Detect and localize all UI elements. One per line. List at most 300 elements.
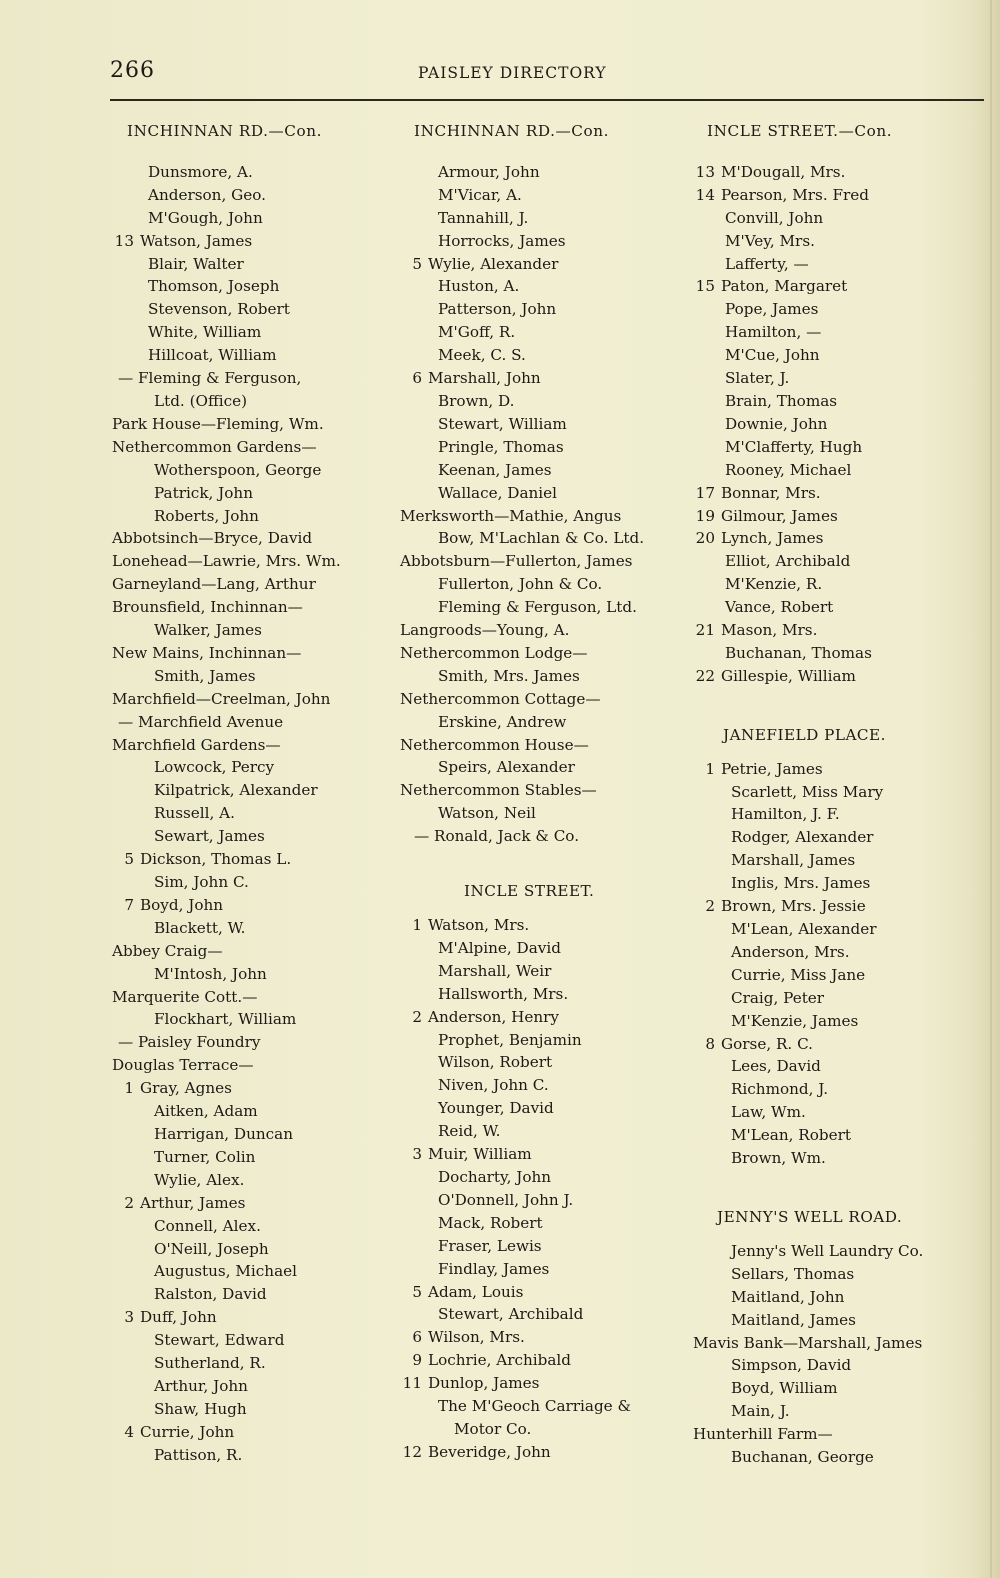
entry-name: — Paisley Foundry: [118, 1033, 261, 1052]
directory-entry: [112, 1077, 397, 1100]
directory-entry: [112, 1031, 397, 1054]
entry-name: Watson, Mrs.: [428, 916, 530, 934]
directory-entry: [112, 871, 397, 894]
entry-name: The M'Geoch Carriage &: [438, 1397, 631, 1416]
entry-name: Slater, J.: [725, 369, 790, 388]
entry-name: Merksworth—Mathie, Angus: [400, 506, 622, 525]
directory-entry: [112, 573, 397, 596]
entry-name: Stewart, Edward: [154, 1331, 285, 1350]
entry-name: Dunsmore, A.: [148, 162, 253, 181]
entry-name: Lonehead—Lawrie, Mrs. Wm.: [112, 552, 341, 571]
directory-entry: [112, 986, 397, 1009]
entry-name: Douglas Terrace—: [112, 1056, 254, 1075]
directory-entry: [693, 1354, 988, 1377]
entry-name: Arthur, James: [140, 1193, 246, 1212]
directory-entry: [693, 275, 988, 298]
directory-entry: [400, 1029, 690, 1052]
entry-name: Connell, Alex.: [154, 1216, 261, 1235]
entry-name: Marshall, Weir: [438, 961, 552, 980]
directory-entry: [112, 1329, 397, 1352]
entry-name: Bonnar, Mrs.: [721, 483, 821, 502]
directory-entry: [400, 914, 690, 937]
directory-entry: [400, 253, 690, 276]
entry-name: Maitland, John: [731, 1287, 845, 1306]
entry-name: Nethercommon House—: [400, 735, 589, 754]
section-entry-list: [693, 758, 988, 1170]
directory-entry: [693, 987, 988, 1010]
entry-name: Garneyland—Lang, Arthur: [112, 575, 316, 594]
column-heading: INCHINNAN RD.—Con.: [127, 122, 323, 140]
entry-name: Marshall, James: [731, 851, 856, 870]
entry-name: Paton, Margaret: [721, 277, 848, 296]
entry-name: Currie, John: [140, 1422, 235, 1441]
entry-name: M'Gough, John: [148, 208, 263, 227]
entry-name: Dunlop, James: [428, 1374, 540, 1393]
entry-name: Fleming & Ferguson, Ltd.: [438, 598, 637, 617]
directory-entry: [400, 275, 690, 298]
entry-name: M'Alpine, David: [438, 938, 561, 957]
entry-name: M'Lean, Alexander: [731, 920, 877, 938]
directory-entry: [112, 802, 397, 825]
directory-entry: [400, 983, 690, 1006]
house-number: 13: [695, 162, 715, 181]
entry-name: Harrigan, Duncan: [154, 1124, 293, 1143]
directory-entry: [400, 1143, 690, 1166]
directory-entry: [693, 1078, 988, 1101]
entry-name: Simpson, David: [731, 1356, 852, 1375]
entry-name: Marchfield Gardens—: [112, 735, 281, 754]
directory-entry: [112, 688, 397, 711]
directory-entry: [112, 459, 397, 482]
entry-name: Patrick, John: [154, 483, 253, 502]
entry-name: Horrocks, James: [438, 231, 566, 250]
entry-name: Richmond, J.: [731, 1080, 829, 1099]
entry-name: Hamilton, J. F.: [731, 805, 840, 824]
directory-entry: [400, 1418, 690, 1441]
entry-name: Rodger, Alexander: [731, 828, 874, 847]
entry-name: Gillespie, William: [721, 666, 856, 685]
entry-name: Nethercommon Gardens—: [112, 437, 317, 456]
directory-entry: [400, 550, 690, 573]
entry-name: Niven, John C.: [438, 1076, 549, 1095]
entry-name: Mason, Mrs.: [721, 621, 818, 640]
entry-name: Main, J.: [731, 1402, 790, 1421]
entry-name: Beveridge, John: [428, 1442, 551, 1461]
entry-name: M'Dougall, Mrs.: [721, 162, 846, 181]
entry-name: Erskine, Andrew: [438, 712, 567, 731]
directory-entry: [112, 1146, 397, 1169]
entry-name: Smith, Mrs. James: [438, 666, 580, 685]
section-heading-incle-street: INCLE STREET.: [464, 882, 595, 901]
directory-entry: [112, 482, 397, 505]
directory-entry: [693, 849, 988, 872]
directory-entry: [400, 825, 690, 848]
entry-name: Rooney, Michael: [725, 460, 852, 479]
directory-entry: [693, 1124, 988, 1147]
directory-entry: [400, 527, 690, 550]
entry-name: Marchfield—Creelman, John: [112, 689, 331, 708]
column-heading: INCHINNAN RD.—Con.: [414, 122, 610, 140]
entry-name: Wylie, Alexander: [428, 254, 559, 273]
house-number: 6: [412, 369, 422, 388]
entry-name: Adam, Louis: [428, 1282, 524, 1301]
entry-name: Walker, James: [154, 621, 262, 640]
entry-name: Petrie, James: [721, 759, 823, 778]
directory-entry: [112, 1375, 397, 1398]
directory-entry: [400, 505, 690, 528]
directory-entry: [400, 207, 690, 230]
directory-entry: [112, 779, 397, 802]
entry-list: [693, 161, 988, 688]
entry-name: Armour, John: [438, 162, 540, 181]
entry-name: Mack, Robert: [438, 1213, 543, 1232]
directory-entry: [400, 161, 690, 184]
directory-entry: [112, 1444, 397, 1467]
directory-entry: [112, 1123, 397, 1146]
entry-name: Abbey Craig—: [112, 941, 223, 960]
directory-entry: [693, 1240, 988, 1263]
directory-entry: [693, 1377, 988, 1400]
entry-name: Pearson, Mrs. Fred: [721, 185, 869, 204]
entry-name: Lochrie, Archibald: [428, 1351, 572, 1370]
entry-name: Watson, James: [140, 231, 253, 250]
directory-entry: [112, 1260, 397, 1283]
directory-entry: [112, 413, 397, 436]
house-number: 8: [705, 1034, 715, 1053]
directory-entry: [112, 207, 397, 230]
entry-name: Turner, Colin: [154, 1147, 256, 1166]
entry-name: Brown, Mrs. Jessie: [721, 897, 866, 916]
directory-entry: [112, 848, 397, 871]
directory-entry: [400, 1281, 690, 1304]
directory-entry: [693, 803, 988, 826]
directory-entry: [400, 619, 690, 642]
directory-entry: [112, 642, 397, 665]
directory-entry: [112, 1283, 397, 1306]
entry-name: M'Vicar, A.: [438, 185, 522, 204]
directory-entry: [112, 1398, 397, 1421]
entry-name: Brown, Wm.: [731, 1149, 826, 1168]
entry-name: Stevenson, Robert: [148, 300, 290, 319]
directory-entry: [400, 1372, 690, 1395]
entry-name: Abbotsburn—Fullerton, James: [400, 552, 633, 571]
entry-name: M'Clafferty, Hugh: [725, 437, 863, 456]
directory-entry: [112, 1215, 397, 1238]
entry-name: Pringle, Thomas: [438, 437, 564, 456]
entry-name: Findlay, James: [438, 1259, 550, 1278]
house-number: 2: [124, 1193, 134, 1212]
entry-name: M'Kenzie, James: [731, 1011, 859, 1030]
directory-entry: [112, 550, 397, 573]
house-number: 5: [412, 254, 422, 273]
directory-entry: [693, 596, 988, 619]
directory-entry: [693, 964, 988, 987]
directory-entry: [693, 161, 988, 184]
house-number: 13: [114, 231, 134, 250]
directory-entry: [400, 1326, 690, 1349]
directory-entry: [693, 482, 988, 505]
directory-entry: [112, 344, 397, 367]
entry-name: Buchanan, Thomas: [725, 643, 872, 662]
header-rule: [110, 99, 984, 101]
directory-entry: [112, 894, 397, 917]
entry-name: Meek, C. S.: [438, 346, 526, 365]
entry-name: M'Goff, R.: [438, 323, 516, 342]
entry-name: Stewart, Archibald: [438, 1305, 584, 1324]
directory-entry: [693, 1423, 988, 1446]
directory-entry: [400, 344, 690, 367]
page-edge: [990, 0, 992, 1578]
entry-name: Gilmour, James: [721, 506, 838, 525]
house-number: 19: [695, 506, 715, 525]
directory-entry: [693, 1309, 988, 1332]
directory-entry: [112, 940, 397, 963]
directory-entry: [693, 758, 988, 781]
directory-entry: [400, 1212, 690, 1235]
entry-name: Blair, Walter: [148, 254, 244, 273]
directory-entry: [400, 459, 690, 482]
entry-name: Stewart, William: [438, 414, 567, 433]
directory-entry: [693, 826, 988, 849]
column-heading: INCLE STREET.—Con.: [707, 122, 893, 140]
directory-entry: [400, 1051, 690, 1074]
directory-entry: [112, 1306, 397, 1329]
entry-name: Motor Co.: [454, 1419, 532, 1438]
entry-name: Speirs, Alexander: [438, 758, 575, 777]
directory-entry: [400, 184, 690, 207]
directory-entry: [112, 917, 397, 940]
directory-entry: [693, 781, 988, 804]
entry-name: Anderson, Henry: [428, 1007, 559, 1026]
directory-entry: [400, 1258, 690, 1281]
entry-name: M'Cue, John: [725, 346, 820, 365]
house-number: 22: [695, 666, 715, 685]
house-number: 7: [124, 895, 134, 914]
entry-name: Dickson, Thomas L.: [140, 850, 292, 869]
directory-entry: [400, 436, 690, 459]
house-number: 5: [124, 850, 134, 869]
directory-entry: [400, 1441, 690, 1464]
directory-entry: [112, 1054, 397, 1077]
directory-entry: [112, 1421, 397, 1444]
entry-name: Gorse, R. C.: [721, 1034, 813, 1053]
entry-name: Arthur, John: [154, 1376, 248, 1395]
house-number: 14: [695, 185, 715, 204]
house-number: 9: [412, 1351, 422, 1370]
entry-name: Tannahill, J.: [438, 208, 529, 227]
entry-name: — Ronald, Jack & Co.: [414, 827, 580, 846]
directory-entry: [400, 596, 690, 619]
directory-entry: [400, 1349, 690, 1372]
directory-entry: [112, 1192, 397, 1215]
directory-entry: [400, 756, 690, 779]
directory-entry: [112, 321, 397, 344]
directory-entry: [693, 665, 988, 688]
entry-name: Lafferty, —: [725, 254, 809, 273]
house-number: 17: [695, 483, 715, 502]
entry-name: Brown, D.: [438, 391, 515, 410]
entry-name: Patterson, John: [438, 300, 557, 319]
entry-name: — Marchfield Avenue: [118, 712, 284, 731]
entry-name: Jenny's Well Laundry Co.: [731, 1241, 924, 1260]
directory-entry: [112, 367, 397, 390]
directory-entry: [693, 207, 988, 230]
entry-list: [400, 161, 690, 848]
running-title: PAISLEY DIRECTORY: [418, 64, 607, 82]
entry-name: Pattison, R.: [154, 1445, 243, 1464]
directory-entry: [400, 1074, 690, 1097]
directory-entry: [693, 1010, 988, 1033]
house-number: 6: [412, 1328, 422, 1347]
entry-name: Mavis Bank—Marshall, James: [693, 1333, 923, 1352]
directory-entry: [693, 184, 988, 207]
entry-name: Abbotsinch—Bryce, David: [112, 529, 313, 548]
entry-name: Fraser, Lewis: [438, 1236, 542, 1255]
entry-name: O'Neill, Joseph: [154, 1239, 269, 1258]
directory-entry: [400, 711, 690, 734]
directory-entry: [400, 367, 690, 390]
directory-entry: [693, 253, 988, 276]
directory-entry: [400, 1395, 690, 1418]
entry-name: Ltd. (Office): [154, 391, 248, 410]
entry-name: Sutherland, R.: [154, 1354, 266, 1373]
entry-name: Langroods—Young, A.: [400, 621, 570, 640]
directory-entry: [400, 230, 690, 253]
directory-entry: [112, 1352, 397, 1375]
entry-name: Convill, John: [725, 208, 824, 227]
directory-entry: [693, 550, 988, 573]
directory-entry: [693, 344, 988, 367]
entry-name: Law, Wm.: [731, 1103, 806, 1122]
directory-entry: [693, 1332, 988, 1355]
entry-name: Wotherspoon, George: [154, 460, 322, 479]
entry-name: M'Kenzie, R.: [725, 575, 823, 594]
entry-name: Nethercommon Stables—: [400, 781, 597, 800]
directory-entry: [400, 734, 690, 757]
house-number: 1: [412, 916, 422, 934]
directory-entry: [112, 1238, 397, 1261]
entry-name: Lowcock, Percy: [154, 758, 275, 777]
section-heading-jennys-well-road: JENNY'S WELL ROAD.: [717, 1207, 903, 1226]
directory-entry: [693, 918, 988, 941]
directory-entry: [693, 1033, 988, 1056]
entry-name: Roberts, John: [154, 506, 259, 525]
directory-entry: [693, 872, 988, 895]
house-number: 2: [412, 1007, 422, 1026]
entry-name: Wallace, Daniel: [438, 483, 557, 502]
entry-name: Wylie, Alex.: [154, 1170, 245, 1189]
entry-name: Smith, James: [154, 666, 256, 685]
house-number: 1: [124, 1079, 134, 1098]
entry-name: Anderson, Geo.: [148, 185, 266, 204]
directory-entry: [693, 642, 988, 665]
directory-entry: [400, 802, 690, 825]
directory-entry: [400, 321, 690, 344]
entry-name: Ralston, David: [154, 1285, 267, 1304]
entry-name: Bow, M'Lachlan & Co. Ltd.: [438, 529, 645, 548]
entry-name: Marshall, John: [428, 369, 541, 388]
entry-list: [112, 161, 397, 1467]
directory-entry: [693, 413, 988, 436]
directory-entry: [112, 619, 397, 642]
house-number: 2: [705, 897, 715, 916]
entry-name: Boyd, William: [731, 1379, 838, 1398]
entry-name: Craig, Peter: [731, 988, 825, 1007]
directory-entry: [693, 390, 988, 413]
entry-name: Aitken, Adam: [154, 1102, 258, 1121]
entry-name: Pope, James: [725, 300, 819, 319]
entry-name: Sellars, Thomas: [731, 1264, 855, 1283]
entry-name: Park House—Fleming, Wm.: [112, 414, 324, 433]
directory-entry: [693, 230, 988, 253]
directory-entry: [693, 1055, 988, 1078]
entry-name: — Fleming & Ferguson,: [118, 369, 302, 388]
entry-name: O'Donnell, John J.: [438, 1190, 574, 1209]
directory-entry: [400, 688, 690, 711]
directory-entry: [693, 1101, 988, 1124]
directory-entry: [112, 436, 397, 459]
entry-name: Boyd, John: [140, 895, 224, 914]
entry-name: Nethercommon Cottage—: [400, 689, 601, 708]
directory-entry: [112, 963, 397, 986]
entry-name: Anderson, Mrs.: [731, 942, 850, 961]
directory-entry: [693, 298, 988, 321]
section-heading-janefield-place: JANEFIELD PLACE.: [723, 725, 886, 744]
entry-name: Watson, Neil: [438, 804, 536, 823]
directory-entry: [112, 390, 397, 413]
page-number: 266: [110, 58, 155, 83]
entry-name: Lynch, James: [721, 529, 824, 548]
entry-name: Muir, William: [428, 1145, 532, 1164]
entry-name: Fullerton, John & Co.: [438, 575, 603, 594]
directory-entry: [112, 184, 397, 207]
directory-entry: [400, 665, 690, 688]
directory-entry: [693, 367, 988, 390]
entry-name: Huston, A.: [438, 277, 520, 296]
entry-name: White, William: [148, 323, 262, 342]
directory-entry: [112, 298, 397, 321]
entry-name: Keenan, James: [438, 460, 552, 479]
entry-name: Prophet, Benjamin: [438, 1030, 582, 1049]
house-number: 15: [695, 277, 715, 296]
entry-name: Lees, David: [731, 1057, 821, 1076]
entry-name: Brain, Thomas: [725, 391, 838, 410]
directory-entry: [112, 527, 397, 550]
entry-name: Nethercommon Lodge—: [400, 643, 588, 662]
entry-name: Hillcoat, William: [148, 346, 277, 365]
column-2: [400, 120, 690, 1464]
directory-entry: [400, 482, 690, 505]
section-entry-list: [693, 1240, 988, 1469]
directory-entry: [693, 1147, 988, 1170]
directory-entry: [112, 756, 397, 779]
directory-entry: [693, 505, 988, 528]
entry-name: Thomson, Joseph: [148, 277, 280, 296]
entry-name: Duff, John: [140, 1308, 217, 1327]
entry-name: Reid, W.: [438, 1122, 501, 1141]
entry-name: Downie, John: [725, 414, 828, 433]
entry-name: Blackett, W.: [154, 918, 246, 937]
directory-entry: [400, 1303, 690, 1326]
directory-entry: [400, 960, 690, 983]
entry-name: Hamilton, —: [725, 323, 822, 342]
directory-entry: [400, 1006, 690, 1029]
directory-entry: [693, 895, 988, 918]
directory-entry: [400, 779, 690, 802]
entry-name: Hunterhill Farm—: [693, 1425, 833, 1444]
directory-entry: [400, 1235, 690, 1258]
directory-entry: [693, 941, 988, 964]
